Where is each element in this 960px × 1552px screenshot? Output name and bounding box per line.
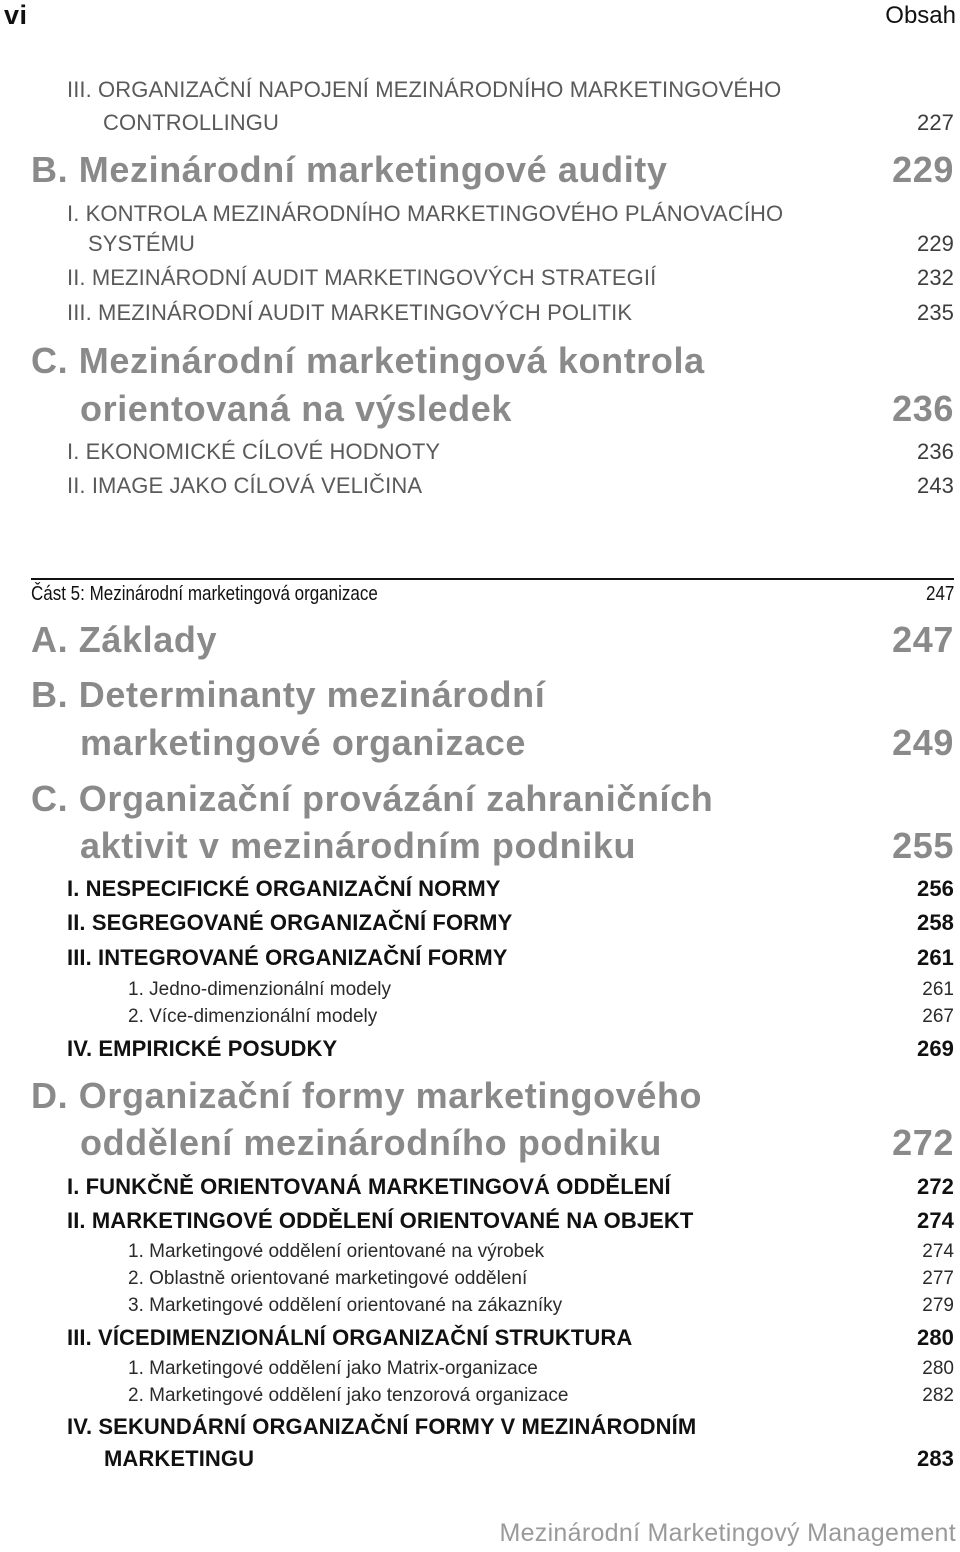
- toc-entry-page: 279: [922, 1295, 954, 1316]
- toc-entry-title: 2. Více-dimenzionální modely: [128, 1006, 378, 1027]
- toc-section-heading: [80, 385, 954, 433]
- toc-entry: [67, 1205, 954, 1237]
- toc-entry: [67, 198, 954, 230]
- toc-entry-page: 232: [916, 265, 954, 290]
- part-heading: [31, 578, 954, 606]
- toc-entry: [67, 1411, 954, 1443]
- toc-subentry: [128, 1265, 954, 1292]
- toc-entry: [67, 436, 954, 468]
- toc-entry: [88, 228, 954, 260]
- toc-subentry: [128, 1292, 954, 1319]
- toc-entry-title: III. ORGANIZAČNÍ NAPOJENÍ MEZINÁRODNÍHO MARKETINGOVÉHO: [67, 77, 782, 102]
- toc-entry-page: 243: [916, 473, 954, 498]
- toc-entry-title: IV. SEKUNDÁRNÍ ORGANIZAČNÍ FORMY V MEZINÁRODNÍM: [67, 1414, 697, 1439]
- toc-subentry: [128, 1238, 954, 1265]
- toc-entry-page: 229: [892, 149, 954, 190]
- toc-entry-title: III. VÍCEDIMENZIONÁLNÍ ORGANIZAČNÍ STRUKTURA: [67, 1325, 633, 1350]
- toc-entry-page: 258: [916, 910, 954, 935]
- toc-entry-page: 261: [922, 979, 954, 1000]
- toc-section-heading: [31, 616, 954, 664]
- toc-entry: [67, 262, 954, 294]
- toc-entry-page: 235: [916, 300, 954, 325]
- toc-entry: [67, 1033, 954, 1065]
- toc-entry-title: II. MARKETINGOVÉ ODDĚLENÍ ORIENTOVANÉ NA OBJEKT: [67, 1208, 694, 1233]
- toc-entry-page: 236: [916, 439, 954, 464]
- toc-entry-page: 277: [922, 1268, 954, 1289]
- toc-entry-page: 255: [892, 825, 954, 866]
- toc-section-heading: [31, 671, 954, 719]
- toc-entry-title: 3. Marketingové oddělení orientované na zákazníky: [128, 1295, 563, 1316]
- toc-entry-page: 274: [916, 1208, 954, 1233]
- toc-entry-title: 1. Jedno-dimenzionální modely: [128, 979, 391, 1000]
- toc-entry-title: C. Organizační provázání zahraničních: [31, 778, 714, 819]
- toc-entry: [67, 873, 954, 905]
- toc-entry-page: 267: [922, 1006, 954, 1027]
- toc-entry: [67, 1171, 954, 1203]
- toc-entry-page: 229: [916, 231, 954, 256]
- toc-entry-page: 227: [916, 110, 954, 135]
- toc-entry-title: 1. Marketingové oddělení orientované na výrobek: [128, 1241, 545, 1262]
- toc-entry-title: B. Mezinárodní marketingové audity: [31, 149, 668, 190]
- toc-entry-title: orientovaná na výsledek: [80, 388, 512, 429]
- toc-entry-title: I. FUNKČNĚ ORIENTOVANÁ MARKETINGOVÁ ODDĚLENÍ: [67, 1174, 671, 1199]
- toc-entry: [67, 74, 954, 106]
- toc-entry-page: 272: [916, 1174, 954, 1199]
- toc-entry-title: 2. Marketingové oddělení jako tenzorová organizace: [128, 1385, 569, 1406]
- toc-entry-title: I. EKONOMICKÉ CÍLOVÉ HODNOTY: [67, 439, 441, 464]
- toc-entry-page: 280: [916, 1325, 954, 1350]
- toc-entry-page: 274: [922, 1241, 954, 1262]
- toc-entry: [67, 907, 954, 939]
- toc-entry-page: 261: [916, 945, 954, 970]
- toc-entry-title: I. NESPECIFICKÉ ORGANIZAČNÍ NORMY: [67, 876, 501, 901]
- toc-entry-title: marketingové organizace: [80, 722, 526, 763]
- toc-entry-title: II. IMAGE JAKO CÍLOVÁ VELIČINA: [67, 473, 423, 498]
- toc-section-heading: [31, 146, 954, 194]
- toc-entry-title: 2. Oblastně orientované marketingové oddělení: [128, 1268, 528, 1289]
- toc-section-heading: [80, 1119, 954, 1167]
- toc-entry-title: C. Mezinárodní marketingová kontrola: [31, 340, 705, 381]
- toc-subentry: [128, 1355, 954, 1382]
- toc-entry-title: CONTROLLINGU: [103, 110, 279, 135]
- toc-entry-title: III. MEZINÁRODNÍ AUDIT MARKETINGOVÝCH POLITIK: [67, 300, 633, 325]
- toc-entry: [67, 1322, 954, 1354]
- toc-entry: [104, 1443, 954, 1475]
- toc-section-heading: [80, 719, 954, 767]
- toc-entry-title: B. Determinanty mezinárodní: [31, 674, 546, 715]
- toc-entry: [67, 470, 954, 502]
- page-number: vi: [4, 0, 28, 30]
- toc-subentry: [128, 976, 954, 1003]
- running-header: Obsah: [885, 2, 956, 29]
- toc-entry: [67, 297, 954, 329]
- toc-section-heading: [80, 822, 954, 870]
- toc-entry-title: I. KONTROLA MEZINÁRODNÍHO MARKETINGOVÉHO PLÁNOVACÍHO: [67, 201, 784, 226]
- toc-entry-title: II. MEZINÁRODNÍ AUDIT MARKETINGOVÝCH STRATEGIÍ: [67, 265, 657, 290]
- toc-entry-title: MARKETINGU: [104, 1446, 255, 1471]
- toc-entry-title: aktivit v mezinárodním podniku: [80, 825, 637, 866]
- toc-entry-title: A. Základy: [31, 619, 218, 660]
- part-page: 247: [925, 583, 954, 605]
- toc-entry: [103, 107, 954, 139]
- toc-entry-page: 282: [922, 1385, 954, 1406]
- toc-entry-page: 256: [916, 876, 954, 901]
- toc-entry-title: oddělení mezinárodního podniku: [80, 1122, 662, 1163]
- toc-entry-page: 249: [892, 722, 954, 763]
- toc-entry-title: 1. Marketingové oddělení jako Matrix-organizace: [128, 1358, 538, 1379]
- toc-entry: [67, 942, 954, 974]
- part-title: Část 5: Mezinárodní marketingová organizace: [31, 583, 378, 605]
- toc-entry-page: 280: [922, 1358, 954, 1379]
- toc-entry-page: 269: [916, 1036, 954, 1061]
- toc-entry-title: II. SEGREGOVANÉ ORGANIZAČNÍ FORMY: [67, 910, 513, 935]
- toc-entry-title: III. INTEGROVANÉ ORGANIZAČNÍ FORMY: [67, 945, 508, 970]
- toc-section-heading: [31, 337, 954, 385]
- running-footer: Mezinárodní Marketingový Management: [499, 1519, 956, 1547]
- toc-entry-page: 283: [916, 1446, 954, 1471]
- toc-entry-title: D. Organizační formy marketingového: [31, 1075, 703, 1116]
- toc-subentry: [128, 1382, 954, 1409]
- toc-section-heading: [31, 775, 954, 823]
- toc-section-heading: [31, 1072, 954, 1120]
- toc-entry-title: IV. EMPIRICKÉ POSUDKY: [67, 1036, 338, 1061]
- toc-entry-page: 247: [892, 619, 954, 660]
- toc-entry-title: SYSTÉMU: [88, 231, 196, 256]
- toc-entry-page: 272: [892, 1122, 954, 1163]
- toc-entry-page: 236: [892, 388, 954, 429]
- toc-subentry: [128, 1003, 954, 1030]
